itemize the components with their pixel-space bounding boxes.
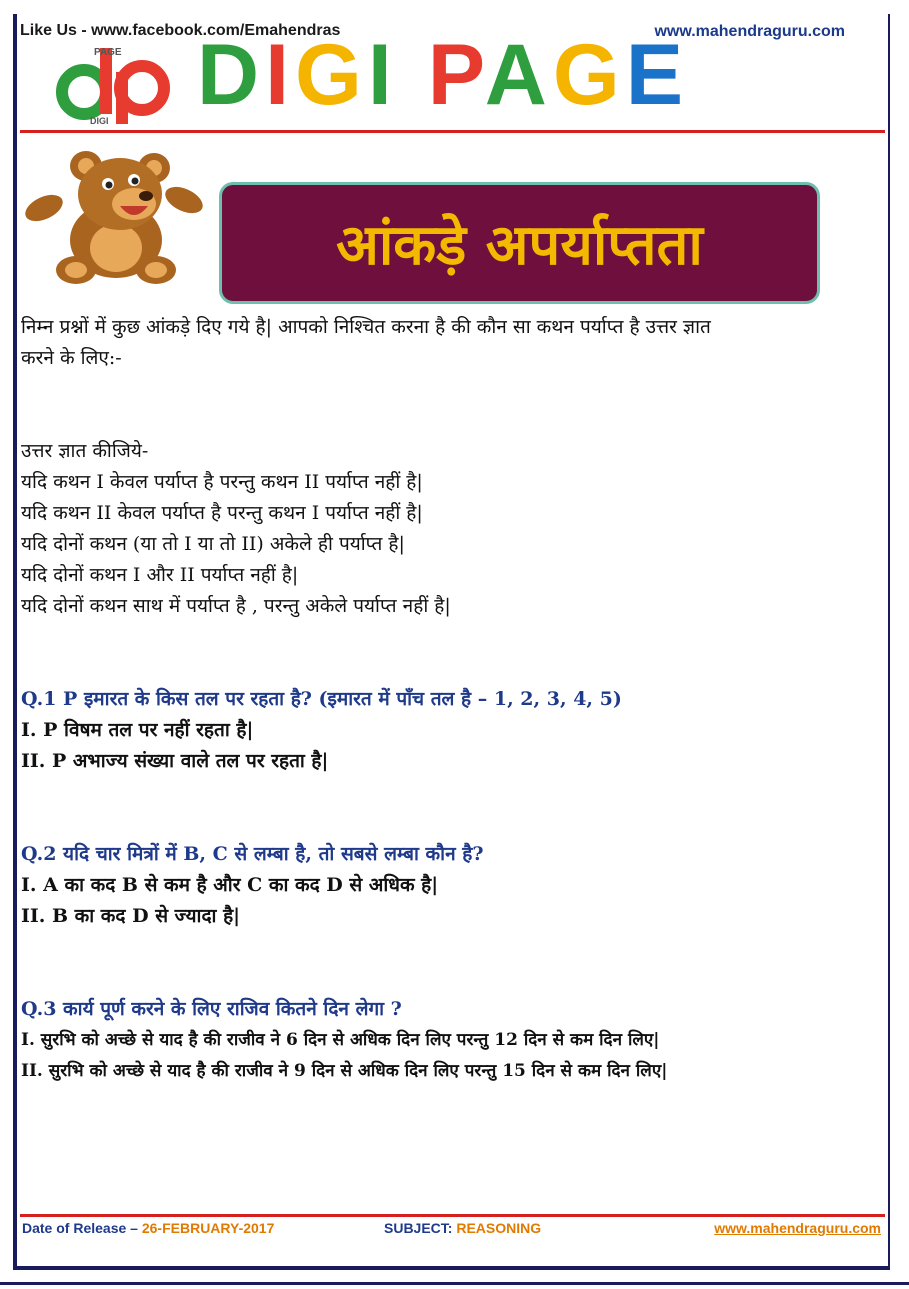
subject-info [384, 1220, 541, 1236]
title-letter: I [367, 27, 398, 123]
topic-title: आंकड़े अपर्याप्तता [336, 213, 703, 278]
question-2-statement-2: II. B का कद D से ज्यादा है| [21, 905, 241, 927]
footer-divider [20, 1214, 885, 1217]
question-3-statement-2: II. सुरभि को अच्छे से याद है की राजीव ने 9 दिन से अधिक दिन लिए परन्तु 15 दिन से कम दिन लिए| [21, 1061, 668, 1081]
spacer [21, 405, 881, 436]
title-space [398, 27, 428, 123]
digi-page-logo-icon [50, 42, 190, 126]
spacer [21, 808, 881, 839]
spacer [21, 622, 881, 653]
bottom-border [0, 1282, 909, 1285]
teddy-bear-icon [24, 138, 204, 288]
title-letter: D [197, 27, 266, 123]
spacer [21, 374, 881, 405]
answer-option: यदि कथन I केवल पर्याप्त है परन्तु कथन II पर्याप्त नहीं है| [21, 471, 423, 493]
question-1-statement-2: II. P अभाज्य संख्या वाले तल पर रहता है| [21, 750, 329, 772]
digi-page-title [197, 27, 690, 123]
title-letter: E [625, 27, 690, 123]
question-3-statement-1: I. सुरभि को अच्छे से याद है की राजीव ने 6 दिन से अधिक दिन लिए परन्तु 12 दिन से कम दिन लिए| [21, 1030, 660, 1050]
answer-option: यदि दोनों कथन (या तो I या तो II) अकेले ही पर्याप्त है| [21, 533, 405, 555]
title-letter: A [484, 27, 553, 123]
answer-option: यदि दोनों कथन साथ में पर्याप्त है , परन्तु अकेले पर्याप्त नहीं है| [21, 595, 451, 617]
header-website-link[interactable]: www.mahendraguru.com [654, 23, 845, 40]
bottom-border [13, 1266, 890, 1270]
answer-option: यदि दोनों कथन I और II पर्याप्त नहीं है| [21, 564, 299, 586]
intro-line: निम्न प्रश्नों में कुछ आंकड़े दिए गये है| आपको निश्चित करना है की कौन सा कथन पर्याप्त है उत्तर ज्ञात [21, 316, 711, 338]
logo-digi-text: DIGI [90, 116, 109, 126]
main-content [21, 312, 881, 1087]
logo-page-text: PAGE [94, 47, 122, 58]
spacer [21, 963, 881, 994]
title-letter: G [295, 27, 368, 123]
title-letter: P [427, 27, 485, 123]
footer [20, 1220, 885, 1242]
question-1-text: Q.1 P इमारत के किस तल पर रहता है? (इमारत में पाँच तल है – 1, 2, 3, 4, 5) [21, 688, 622, 710]
question-3-text: Q.3 कार्य पूर्ण करने के लिए राजिव कितने दिन लेगा ? [21, 998, 402, 1020]
intro-line: करने के लिए:- [21, 347, 122, 369]
release-date: 26-FEBRUARY-2017 [141, 1220, 275, 1236]
spacer [21, 777, 881, 808]
question-2-statement-1: I. A का कद B से कम है और C का कद D से अधिक है| [21, 874, 439, 896]
header-divider [20, 130, 885, 133]
answer-key-heading: उत्तर ज्ञात कीजिये- [21, 440, 149, 462]
release-info [22, 1220, 274, 1236]
footer-website-link[interactable]: www.mahendraguru.com [714, 1220, 881, 1236]
question-2-text: Q.2 यदि चार मित्रों में B, C से लम्बा है, तो सबसे लम्बा कौन है? [21, 843, 484, 865]
spacer [21, 653, 881, 684]
title-letter: G [552, 27, 626, 123]
subject-value: REASONING [456, 1220, 542, 1236]
question-1-statement-1: I. P विषम तल पर नहीं रहता है| [21, 719, 254, 741]
title-letter: I [265, 27, 296, 123]
answer-option: यदि कथन II केवल पर्याप्त है परन्तु कथन I पर्याप्त नहीं है| [21, 502, 423, 524]
spacer [21, 932, 881, 963]
topic-banner [219, 182, 820, 304]
facebook-like-text: Like Us - www.facebook.com/Emahendras [20, 22, 341, 39]
subject-label: SUBJECT: [384, 1220, 457, 1236]
release-label: Date of Release – [22, 1220, 142, 1236]
